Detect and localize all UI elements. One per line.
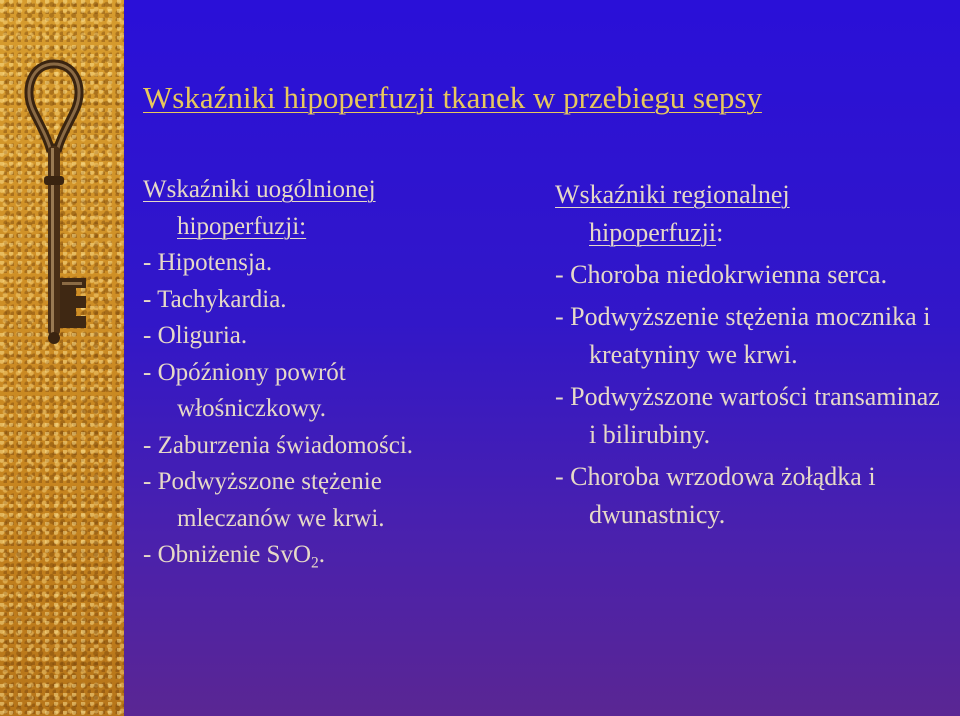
list-item: - Choroba niedokrwienna serca. — [555, 260, 888, 289]
slide-title: Wskaźniki hipoperfuzji tkanek w przebiegu sepsy — [143, 80, 762, 115]
list-item: - Oliguria. — [143, 322, 248, 349]
svo2-suffix: . — [318, 541, 326, 568]
svo2-prefix: - Obniżenie SvO — [143, 541, 312, 568]
right-heading-line1: Wskaźniki regionalnej — [555, 180, 790, 209]
list-item: - Tachykardia. — [143, 285, 287, 313]
list-item: - Podwyższone stężenie mleczanów we krwi. — [143, 468, 385, 532]
list-item: - Opóźniony powrót włośniczkowy. — [143, 358, 346, 422]
list-item: - Zaburzenia świadomości. — [143, 431, 414, 459]
list-item-svo2 — [143, 537, 483, 574]
textured-side-strip — [0, 0, 124, 716]
svo2-subscript: 2 — [311, 554, 319, 572]
list-item: - Podwyższone wartości transaminaz i bilirubiny. — [555, 382, 940, 449]
left-heading — [143, 172, 483, 245]
right-heading-line2: hipoperfuzji — [589, 218, 717, 247]
right-heading — [555, 176, 950, 252]
key-icon — [14, 56, 94, 356]
right-column — [555, 176, 950, 534]
left-heading-line1: Wskaźniki uogólnionej — [143, 176, 376, 203]
list-item: - Choroba wrzodowa żołądka i dwunastnicy. — [555, 462, 876, 529]
left-column — [143, 172, 483, 574]
list-item: - Hipotensja. — [143, 249, 273, 276]
left-heading-line2: hipoperfuzji: — [177, 212, 307, 240]
list-item: - Podwyższenie stężenia mocznika i kreatyniny we krwi. — [555, 302, 931, 369]
right-heading-colon: : — [716, 218, 724, 247]
